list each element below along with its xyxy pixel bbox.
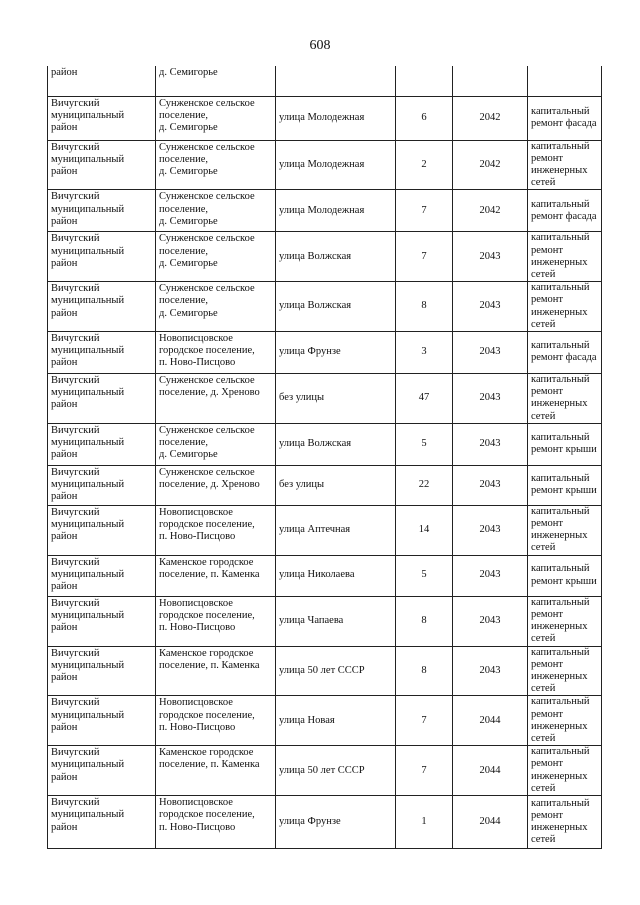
cell-work-type: капитальный ремонт фасада [528, 96, 602, 140]
cell-settlement: Новописцовское городское поселение, п. Ново-Писцово [156, 331, 276, 373]
cell-year: 2044 [453, 796, 528, 849]
table-row [48, 140, 602, 190]
cell-settlement: Новописцовское городское поселение, п. Ново-Писцово [156, 796, 276, 849]
cell-district: Вичугский муниципальный район [48, 646, 156, 696]
cell-work-type: капитальный ремонт фасада [528, 331, 602, 373]
cell-work-type [528, 66, 602, 96]
cell-house-number: 7 [396, 746, 453, 796]
cell-street: улица Фрунзе [276, 331, 396, 373]
table-row [48, 505, 602, 555]
table-row [48, 190, 602, 232]
cell-house-number: 3 [396, 331, 453, 373]
cell-house-number: 8 [396, 596, 453, 646]
cell-settlement: Сунженское сельское поселение, д. Семигорье [156, 140, 276, 190]
cell-street: без улицы [276, 373, 396, 423]
cell-house-number: 7 [396, 190, 453, 232]
cell-work-type: капитальный ремонт инженерных сетей [528, 232, 602, 282]
cell-street: улица Николаева [276, 555, 396, 596]
cell-work-type: капитальный ремонт инженерных сетей [528, 282, 602, 332]
table-row [48, 66, 602, 96]
cell-house-number: 7 [396, 696, 453, 746]
cell-settlement: Новописцовское городское поселение, п. Ново-Писцово [156, 696, 276, 746]
cell-street: улица Молодежная [276, 140, 396, 190]
cell-work-type: капитальный ремонт инженерных сетей [528, 505, 602, 555]
cell-district: Вичугский муниципальный район [48, 796, 156, 849]
table-row [48, 796, 602, 849]
table-row [48, 746, 602, 796]
cell-year: 2043 [453, 505, 528, 555]
cell-district: Вичугский муниципальный район [48, 331, 156, 373]
cell-district: Вичугский муниципальный район [48, 465, 156, 505]
cell-settlement: Каменское городское поселение, п. Каменка [156, 646, 276, 696]
cell-year: 2043 [453, 596, 528, 646]
cell-district: Вичугский муниципальный район [48, 696, 156, 746]
cell-work-type: капитальный ремонт крыши [528, 555, 602, 596]
cell-street: улица Фрунзе [276, 796, 396, 849]
cell-district: Вичугский муниципальный район [48, 232, 156, 282]
cell-work-type: капитальный ремонт инженерных сетей [528, 696, 602, 746]
cell-street: улица Молодежная [276, 190, 396, 232]
cell-street: улица Волжская [276, 282, 396, 332]
cell-year: 2043 [453, 423, 528, 465]
cell-district: Вичугский муниципальный район [48, 282, 156, 332]
table-row [48, 465, 602, 505]
cell-house-number: 47 [396, 373, 453, 423]
cell-house-number [396, 66, 453, 96]
cell-district: Вичугский муниципальный район [48, 555, 156, 596]
table-body [48, 66, 602, 849]
cell-settlement: Сунженское сельское поселение, д. Семигорье [156, 190, 276, 232]
table-row [48, 646, 602, 696]
cell-work-type: капитальный ремонт инженерных сетей [528, 746, 602, 796]
cell-settlement: Каменское городское поселение, п. Каменка [156, 746, 276, 796]
cell-district: Вичугский муниципальный район [48, 140, 156, 190]
page-number: 608 [309, 38, 331, 53]
cell-street: улица Молодежная [276, 96, 396, 140]
cell-settlement: Сунженское сельское поселение, д. Семигорье [156, 96, 276, 140]
cell-street: улица Новая [276, 696, 396, 746]
cell-year: 2043 [453, 465, 528, 505]
cell-settlement: Новописцовское городское поселение, п. Ново-Писцово [156, 596, 276, 646]
cell-district: Вичугский муниципальный район [48, 96, 156, 140]
cell-house-number: 1 [396, 796, 453, 849]
cell-settlement: д. Семигорье [156, 66, 276, 96]
cell-house-number: 7 [396, 232, 453, 282]
table-row [48, 555, 602, 596]
table-row [48, 423, 602, 465]
cell-work-type: капитальный ремонт крыши [528, 465, 602, 505]
repair-schedule-table [47, 66, 602, 849]
table-row [48, 596, 602, 646]
cell-house-number: 5 [396, 423, 453, 465]
cell-settlement: Сунженское сельское поселение, д. Семигорье [156, 232, 276, 282]
cell-district: Вичугский муниципальный район [48, 505, 156, 555]
cell-house-number: 8 [396, 282, 453, 332]
table-row [48, 373, 602, 423]
cell-settlement: Каменское городское поселение, п. Каменка [156, 555, 276, 596]
cell-house-number: 22 [396, 465, 453, 505]
table-row [48, 232, 602, 282]
cell-house-number: 5 [396, 555, 453, 596]
cell-settlement: Новописцовское городское поселение, п. Ново-Писцово [156, 505, 276, 555]
cell-year: 2043 [453, 373, 528, 423]
cell-year [453, 66, 528, 96]
cell-year: 2044 [453, 696, 528, 746]
cell-house-number: 2 [396, 140, 453, 190]
cell-settlement: Сунженское сельское поселение, д. Хреново [156, 465, 276, 505]
cell-year: 2043 [453, 282, 528, 332]
table-row [48, 696, 602, 746]
cell-year: 2043 [453, 646, 528, 696]
cell-street: без улицы [276, 465, 396, 505]
cell-year: 2042 [453, 190, 528, 232]
table-row [48, 96, 602, 140]
cell-year: 2042 [453, 96, 528, 140]
cell-house-number: 6 [396, 96, 453, 140]
cell-work-type: капитальный ремонт крыши [528, 423, 602, 465]
cell-work-type: капитальный ремонт инженерных сетей [528, 596, 602, 646]
cell-work-type: капитальный ремонт инженерных сетей [528, 373, 602, 423]
cell-district: Вичугский муниципальный район [48, 596, 156, 646]
cell-district: район [48, 66, 156, 96]
cell-street: улица 50 лет СССР [276, 646, 396, 696]
cell-year: 2043 [453, 232, 528, 282]
cell-year: 2042 [453, 140, 528, 190]
cell-street [276, 66, 396, 96]
table-row [48, 331, 602, 373]
cell-district: Вичугский муниципальный район [48, 373, 156, 423]
cell-work-type: капитальный ремонт инженерных сетей [528, 646, 602, 696]
cell-district: Вичугский муниципальный район [48, 746, 156, 796]
cell-work-type: капитальный ремонт инженерных сетей [528, 140, 602, 190]
cell-work-type: капитальный ремонт инженерных сетей [528, 796, 602, 849]
cell-year: 2043 [453, 331, 528, 373]
cell-street: улица 50 лет СССР [276, 746, 396, 796]
cell-work-type: капитальный ремонт фасада [528, 190, 602, 232]
cell-street: улица Чапаева [276, 596, 396, 646]
table-row [48, 282, 602, 332]
cell-street: улица Волжская [276, 423, 396, 465]
cell-street: улица Аптечная [276, 505, 396, 555]
cell-settlement: Сунженское сельское поселение, д. Хреново [156, 373, 276, 423]
cell-settlement: Сунженское сельское поселение, д. Семигорье [156, 282, 276, 332]
cell-district: Вичугский муниципальный район [48, 190, 156, 232]
cell-street: улица Волжская [276, 232, 396, 282]
cell-district: Вичугский муниципальный район [48, 423, 156, 465]
cell-year: 2043 [453, 555, 528, 596]
cell-settlement: Сунженское сельское поселение, д. Семигорье [156, 423, 276, 465]
cell-year: 2044 [453, 746, 528, 796]
cell-house-number: 14 [396, 505, 453, 555]
cell-house-number: 8 [396, 646, 453, 696]
